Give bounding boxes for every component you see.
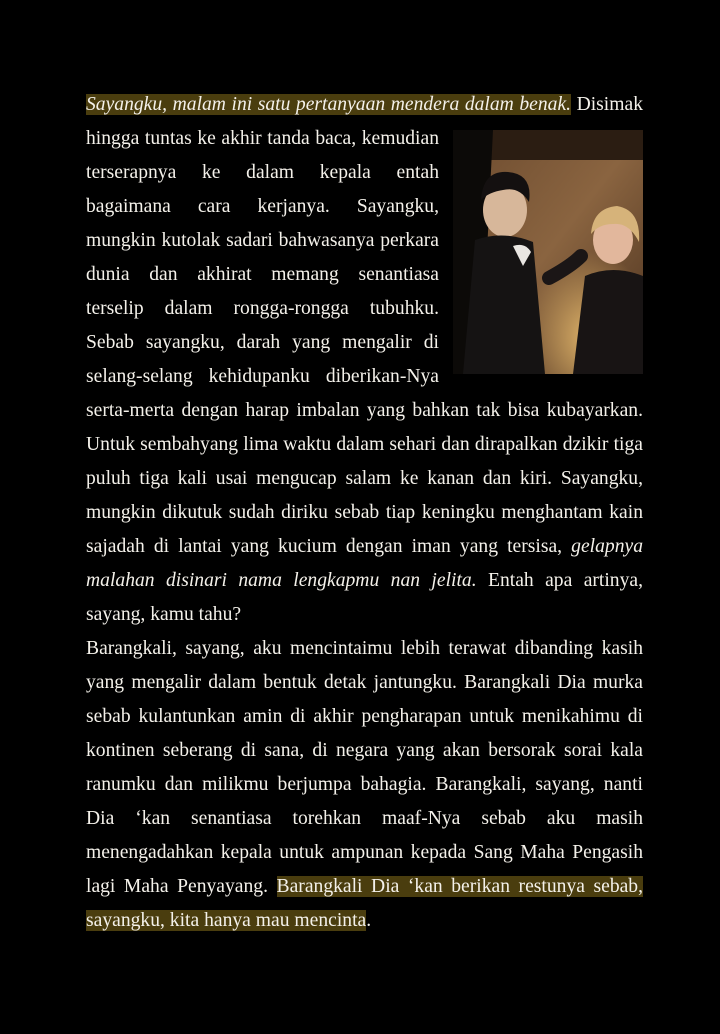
passage-text [86, 88, 643, 938]
paragraph-1 [86, 88, 643, 632]
couple-photo [453, 130, 643, 374]
italic-phrase: gelapnya malahan disinari nama lengkapmu nan jelita. [86, 536, 643, 591]
paragraph-1-ending: Entah apa artinya, sayang, kamu tahu? [86, 570, 643, 625]
highlighted-opening-sentence: Sayangku, malam ini satu pertanyaan mendera dalam benak. [86, 94, 572, 115]
paragraph-2 [86, 632, 643, 938]
highlighted-closing-sentence: Barangkali Dia ‘kan berikan restunya sebab, sayangku, kita hanya mau mencinta [86, 876, 644, 931]
final-period: . [366, 910, 372, 931]
paragraph-1-body: Disimak hingga tuntas ke akhir tanda baca, kemudian terserapnya ke dalam kepala entah bagaimana cara kerjanya. Sayangku, mungkin kutolak sadari bahwasanya perkara dunia dan akhirat memang senantiasa terselip dalam rongga-rongga tubuhku. Sebab sayangku, darah yang mengalir di selang-selang kehidupanku diberikan-Nya serta-merta dengan harap imbalan yang bahkan tak bisa kubayarkan. Untuk sembahyang lima waktu dalam sehari dan dirapalkan dzikir tiga puluh tiga kali usai mengucap salam ke kanan dan kiri. Sayangku, mungkin dikutuk sudah diriku sebab tiap keningku menghantam kain sajadah di lantai yang kucium dengan iman yang tersisa, [86, 94, 643, 557]
paragraph-2-body: Barangkali, sayang, aku mencintaimu lebih terawat dibanding kasih yang mengalir dalam bentuk detak jantungku. Barangkali Dia murka sebab kulantunkan amin di akhir pengharapan untuk menikahimu di kontinen seberang di sana, di negara yang akan bersorak sorai kala ranumku dan milikmu berjumpa bahagia. Barangkali, sayang, nanti Dia ‘kan senantiasa torehkan maaf-Nya sebab aku masih menengadahkan kepala untuk ampunan kepada Sang Maha Pengasih lagi Maha Penyayang. [86, 638, 643, 897]
